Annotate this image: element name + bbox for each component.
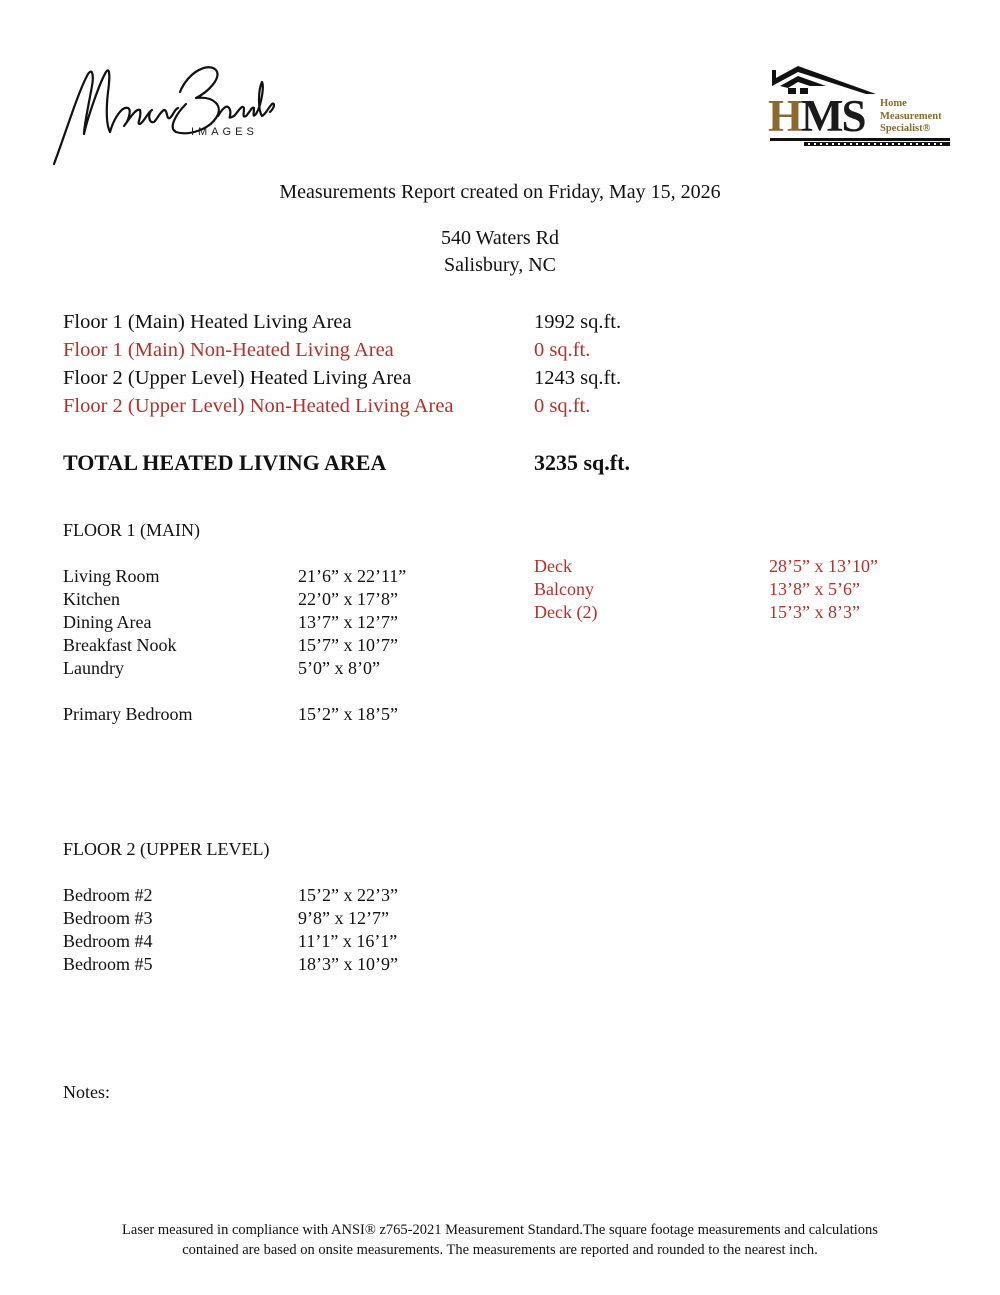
room-name: Dining Area xyxy=(63,612,152,632)
room-dimensions: 18’3” x 10’9” xyxy=(298,954,398,974)
total-value: 3235 sq.ft. xyxy=(534,450,630,475)
room-name: Laundry xyxy=(63,658,124,678)
room-dimensions: 21’6” x 22’11” xyxy=(298,566,407,586)
room-name: Primary Bedroom xyxy=(63,704,193,724)
outdoor-name: Deck (2) xyxy=(534,602,598,622)
room-name: Breakfast Nook xyxy=(63,635,177,655)
signature-graphic xyxy=(48,52,278,172)
summary-value: 0 sq.ft. xyxy=(534,395,591,417)
marco-basile-logo xyxy=(48,52,278,172)
summary-label: Floor 2 (Upper Level) Heated Living Area xyxy=(63,367,412,389)
total-label: TOTAL HEATED LIVING AREA xyxy=(63,450,387,475)
outdoor-name: Balcony xyxy=(534,579,594,599)
room-name: Bedroom #5 xyxy=(63,954,153,974)
address-city: Salisbury, NC xyxy=(443,254,557,276)
room-dimensions: 15’2” x 18’5” xyxy=(298,704,398,724)
summary-value: 1992 sq.ft. xyxy=(534,311,622,333)
compliance-footer xyxy=(0,1220,1000,1260)
room-dimensions: 15’2” x 22’3” xyxy=(298,885,398,905)
room-dimensions: 9’8” x 12’7” xyxy=(298,908,389,928)
room-name: Bedroom #2 xyxy=(63,885,153,905)
hms-tagline: Home Measurement Specialist® xyxy=(880,98,942,134)
report-title: Measurements Report created on Friday, May 15, 2026 xyxy=(279,181,721,203)
outdoor-dimensions: 15’3” x 8’3” xyxy=(769,602,860,622)
outdoor-dimensions: 13’8” x 5’6” xyxy=(769,579,860,599)
floor2-title: FLOOR 2 (UPPER LEVEL) xyxy=(63,839,270,859)
address-street: 540 Waters Rd xyxy=(440,227,559,249)
summary-label: Floor 2 (Upper Level) Non-Heated Living Area xyxy=(63,395,454,417)
hms-logo xyxy=(766,64,956,148)
room-dimensions: 13’7” x 12’7” xyxy=(298,612,398,632)
summary-label: Floor 1 (Main) Heated Living Area xyxy=(63,311,352,333)
room-name: Bedroom #3 xyxy=(63,908,153,928)
summary-label: Floor 1 (Main) Non-Heated Living Area xyxy=(63,339,394,361)
summary-value: 1243 sq.ft. xyxy=(534,367,622,389)
room-dimensions: 22’0” x 17’8” xyxy=(298,589,398,609)
outdoor-name: Deck xyxy=(534,556,572,576)
room-name: Bedroom #4 xyxy=(63,931,153,951)
room-name: Kitchen xyxy=(63,589,120,609)
room-dimensions: 11’1” x 16’1” xyxy=(298,931,398,951)
hms-letters: HMS xyxy=(768,91,865,141)
notes-label: Notes: xyxy=(63,1082,110,1102)
logo-subtitle: IMAGES xyxy=(191,126,258,138)
outdoor-dimensions: 28’5” x 13’10” xyxy=(769,556,878,576)
footer-line: contained are based on onsite measurements. The measurements are reported and rounded to the nearest inch. xyxy=(182,1242,818,1258)
floor1-title: FLOOR 1 (MAIN) xyxy=(63,520,200,540)
summary-value: 0 sq.ft. xyxy=(534,339,591,361)
room-name: Living Room xyxy=(63,566,160,586)
room-dimensions: 15’7” x 10’7” xyxy=(298,635,398,655)
room-dimensions: 5’0” x 8’0” xyxy=(298,658,380,678)
footer-line: Laser measured in compliance with ANSI® z765-2021 Measurement Standard.The square footage measurements and calculations xyxy=(122,1222,878,1238)
